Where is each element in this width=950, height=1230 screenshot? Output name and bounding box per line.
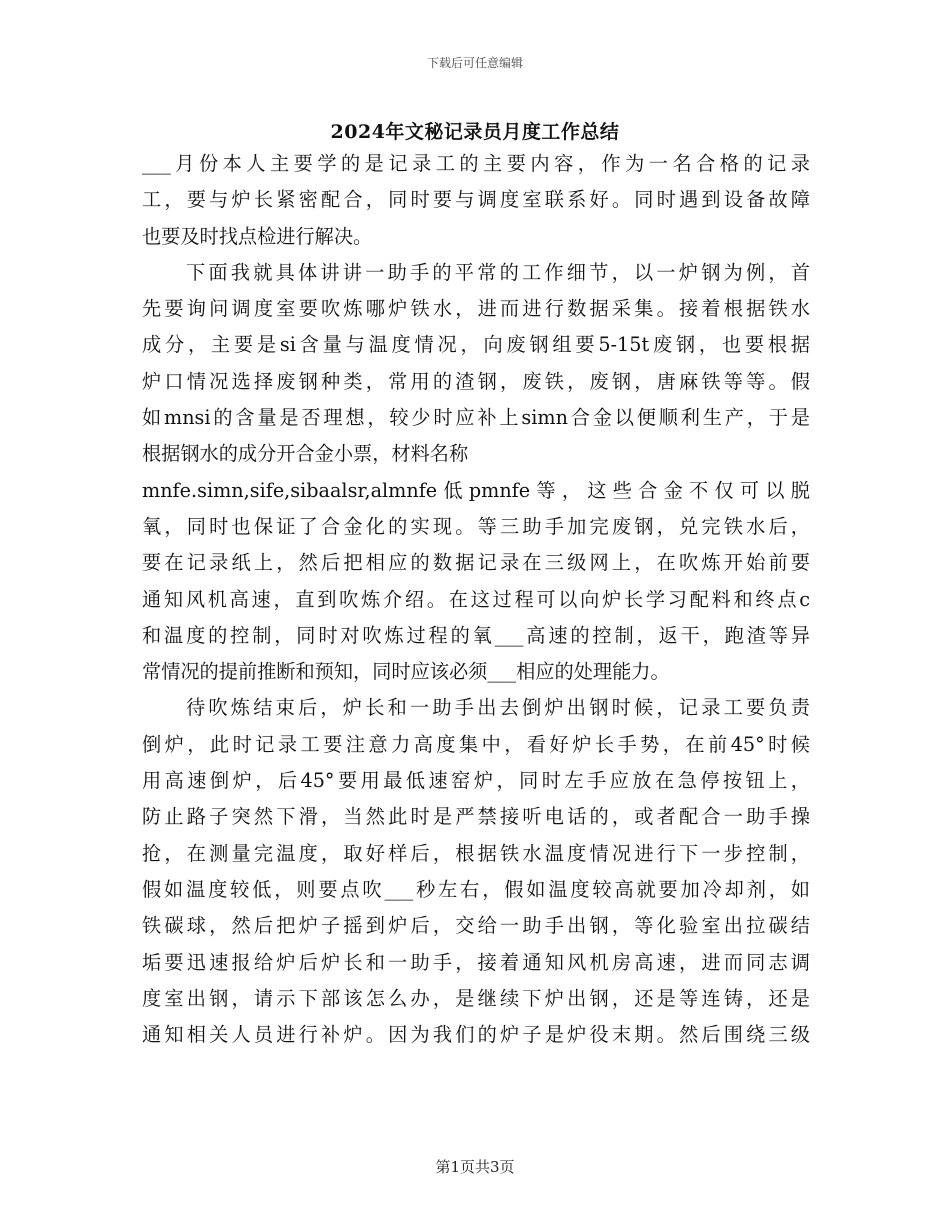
body-line: 度室出钢，请示下部该怎么办，是继续下炉出钢，还是等连铸，还是 [142,986,810,1010]
body-line: 通知相关人员进行补炉。因为我们的炉子是炉役末期。然后围绕三级 [142,1023,810,1047]
document-body [142,146,810,1053]
body-line: 假如温度较低，则要点吹___秒左右，假如温度较高就要加冷却剂，如 [142,877,810,901]
body-line: 用高速倒炉，后45°要用最低速窑炉，同时左手应放在急停按钮上， [142,769,810,793]
body-line: 铁碳球，然后把炉子摇到炉后，交给一助手出钢，等化验室出拉碳结 [142,914,810,938]
body-line: 如mnsi的含量是否理想，较少时应补上simn合金以便顺利生产，于是 [142,406,810,430]
body-line: 炉口情况选择废钢种类，常用的渣钢，废铁，废钢，唐麻铁等等。假 [142,369,810,393]
body-line: 先要询问调度室要吹炼哪炉铁水，进而进行数据采集。接着根据铁水 [142,297,810,321]
body-line: 和温度的控制，同时对吹炼过程的氧___高速的控制，返干，跑渣等异 [142,623,810,647]
body-line: 工，要与炉长紧密配合，同时要与调度室联系好。同时遇到设备故障 [142,188,810,212]
body-line: 通知风机高速，直到吹炼介绍。在这过程可以向炉长学习配料和终点c [142,587,810,611]
body-line: 成分，主要是si含量与温度情况，向废钢组要5-15t废钢，也要根据 [142,333,810,357]
body-line: 下面我就具体讲讲一助手的平常的工作细节，以一炉钢为例，首 [186,260,810,284]
body-line: 常情况的提前推断和预知，同时应该必须___相应的处理能力。 [142,660,670,684]
body-line: 倒炉，此时记录工要注意力高度集中，看好炉长手势，在前45°时候 [142,732,810,756]
page-number: 第1页共3页 [435,1158,515,1176]
body-line: mnfe.simn,sife,sibaalsr,almnfe低pmnfe等，这些合金不仅可以脱 [142,478,810,502]
body-line: 防止路子突然下滑，当然此时是严禁接听电话的，或者配合一助手操 [142,805,810,829]
page-header-note: 下载后可任意编辑 [426,56,523,70]
body-line: 也要及时找点检进行解决。 [142,224,373,248]
body-line: 抢，在测量完温度，取好样后，根据铁水温度情况进行下一步控制， [142,841,810,865]
body-line: 要在记录纸上，然后把相应的数据记录在三级网上，在吹炼开始前要 [142,551,810,575]
body-line: ___月份本人主要学的是记录工的主要内容，作为一名合格的记录 [142,152,810,175]
body-line: 待吹炼结束后，炉长和一助手出去倒炉出钢时候，记录工要负责 [186,696,810,720]
body-line: 垢要迅速报给炉后炉长和一助手，接着通知风机房高速，进而同志调 [142,950,810,974]
body-line: 根据钢水的成分开合金小票，材料名称 [142,442,469,466]
document-title: 2024年文秘记录员月度工作总结 [330,121,620,143]
body-line: 氧，同时也保证了合金化的实现。等三助手加完废钢，兑完铁水后， [142,514,810,538]
